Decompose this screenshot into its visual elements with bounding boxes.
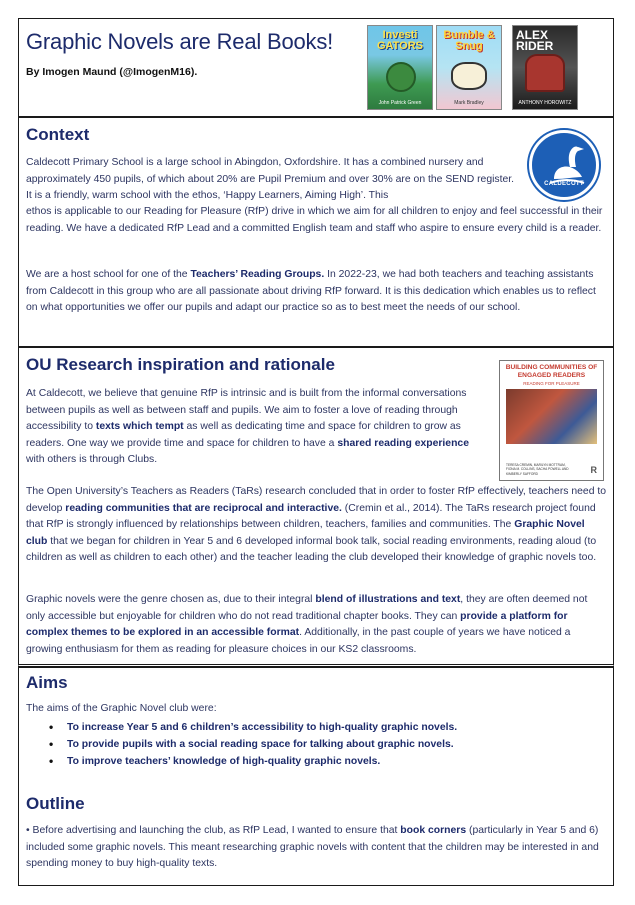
book-authors: TERESA CREMIN, MARILYN MOTTRAM, FIONA M. COLLINS, SACHA POWELL AND KIMBERLY SAFFORD <box>506 462 569 476</box>
cover-credit: John Patrick Green <box>378 100 422 106</box>
highlight-texts-which-tempt: texts which tempt <box>95 421 184 432</box>
research-heading: OU Research inspiration and rationale <box>26 355 335 374</box>
highlight-blend: blend of illustrations and text <box>315 594 461 605</box>
research-paragraph-1: At Caldecott, we believe that genuine RfP is intrinsic and is built from the informal conversations between pupils as well as between staff and pupils. We aim to foster a love of reading through accessibility to texts which tempt as well as dedicating time and space for children to grow as readers. One way we provide time and space for children to have a shared reading experience with others is through Clubs. <box>26 388 469 465</box>
cover-title: ALEX RIDER <box>516 28 554 53</box>
cover-credit: ANTHONY HOROWITZ <box>518 100 572 106</box>
aims-outline-section <box>18 667 614 886</box>
aims-list-item: • To improve teachers’ knowledge of high-quality graphic novels. <box>49 753 457 770</box>
book-cover-building-communities <box>499 360 604 481</box>
cover-illustration <box>451 62 487 90</box>
book-cover-investigators <box>367 25 433 110</box>
research-paragraph-3: Graphic novels were the genre chosen as, due to their integral blend of illustrations and text, they are often deemed not only accessible but enjoyable for children who do not read traditional chapter books. They can provide a platform for complex themes to be explored in an accessible format. Additionally, in the past couple of years we have noticed a growing enthusiasm for them as reading for pleasure choices in our KS2 classrooms. <box>26 594 588 655</box>
context-paragraph-2: We are a host school for one of the Teachers’ Reading Groups. In 2022-23, we had both teachers and teaching assistants from Caldecott in this group who are all passionate about driving RfP forward. It is this dedication which enables us to reflect on what opportunities we offer our pupils and adapt our practice so as to best meet the needs of our school. <box>26 269 596 313</box>
author-byline: By Imogen Maund (@ImogenM16). <box>26 66 198 78</box>
aims-intro: The aims of the Graphic Novel club were: <box>26 703 217 714</box>
aims-list-item: • To increase Year 5 and 6 children’s accessibility to high-quality graphic novels. <box>49 719 457 736</box>
aims-list <box>49 719 457 770</box>
publisher-logo: R <box>590 465 597 475</box>
aims-heading: Aims <box>26 673 68 692</box>
page-title: Graphic Novels are Real Books! <box>26 29 334 54</box>
outline-heading: Outline <box>26 794 85 813</box>
research-paragraph-2: The Open University’s Teachers as Readers (TaRs) research concluded that in order to foster RfP effectively, teachers need to develop reading communities that are reciprocal and interactive. (Cremin et al., 2014). The TaRs research project found that RfP is strongly influenced by relationships between children, teachers, families and communities. The Graphic Novel club that we began for children in Year 5 and 6 developed informal book talk, social reading environments, reading aloud (to children as well as children to each other) and the teacher leading the club developed their knowledge of graphic novels too. <box>26 486 607 563</box>
swan-icon <box>532 133 602 203</box>
school-logo <box>529 130 599 200</box>
cover-illustration <box>386 62 416 92</box>
context-paragraph-1: Caldecott Primary School is a large school in Abingdon, Oxfordshire. It has a combined nursery and approximately 450 pupils, of which about 20% are Pupil Premium and over 30% are on the SEND register. It is a friendly, warm school with the ethos, ‘Happy Learners, Aiming High’. This <box>26 157 515 201</box>
book-cover-alex-rider <box>512 25 578 110</box>
highlight-teachers-reading-groups: Teachers’ Reading Groups. <box>190 269 325 280</box>
aims-list-item: • To provide pupils with a social reading space for talking about graphic novels. <box>49 736 457 753</box>
book-photo <box>506 389 597 444</box>
context-heading: Context <box>26 125 90 144</box>
book-subtitle: READING FOR PLEASURE <box>523 381 580 386</box>
cover-illustration <box>525 54 565 92</box>
cover-credit: Mark Bradley <box>454 100 484 106</box>
highlight-platform: provide a platform for complex themes to be explored in an accessible format <box>26 610 568 638</box>
logo-text: CALDECOTT <box>544 181 584 187</box>
highlight-book-corners: book corners <box>400 825 467 836</box>
research-section <box>18 347 614 667</box>
highlight-reading-communities: reading communities that are reciprocal and interactive. <box>65 502 342 514</box>
outline-paragraph: • Before advertising and launching the club, as RfP Lead, I wanted to ensure that book corners (particularly in Year 5 and 6) included some graphic novels. This meant researching graphic novels with content that the children may be interested in and spending money to buy high-quality texts. <box>26 825 599 869</box>
highlight-shared-reading: shared reading experience <box>337 437 469 449</box>
context-paragraph-1-continued: ethos is applicable to our Reading for Pleasure (RfP) drive in which we aim for all children to enjoy and feel successful in their reading. We have a dedicated RfP Lead and a committed English team and staff who aspire to ensure every child is a reader. <box>26 206 603 234</box>
header-section <box>18 18 614 117</box>
book-title: BUILDING COMMUNITIES OF ENGAGED READERS <box>505 364 598 379</box>
cover-title: Bumble & Snug <box>443 29 495 52</box>
cover-title: Investi GATORS <box>376 29 424 52</box>
book-cover-bumble-snug <box>436 25 502 110</box>
highlight-graphic-novel-club: Graphic Novel club <box>26 519 585 547</box>
context-section <box>18 117 614 347</box>
